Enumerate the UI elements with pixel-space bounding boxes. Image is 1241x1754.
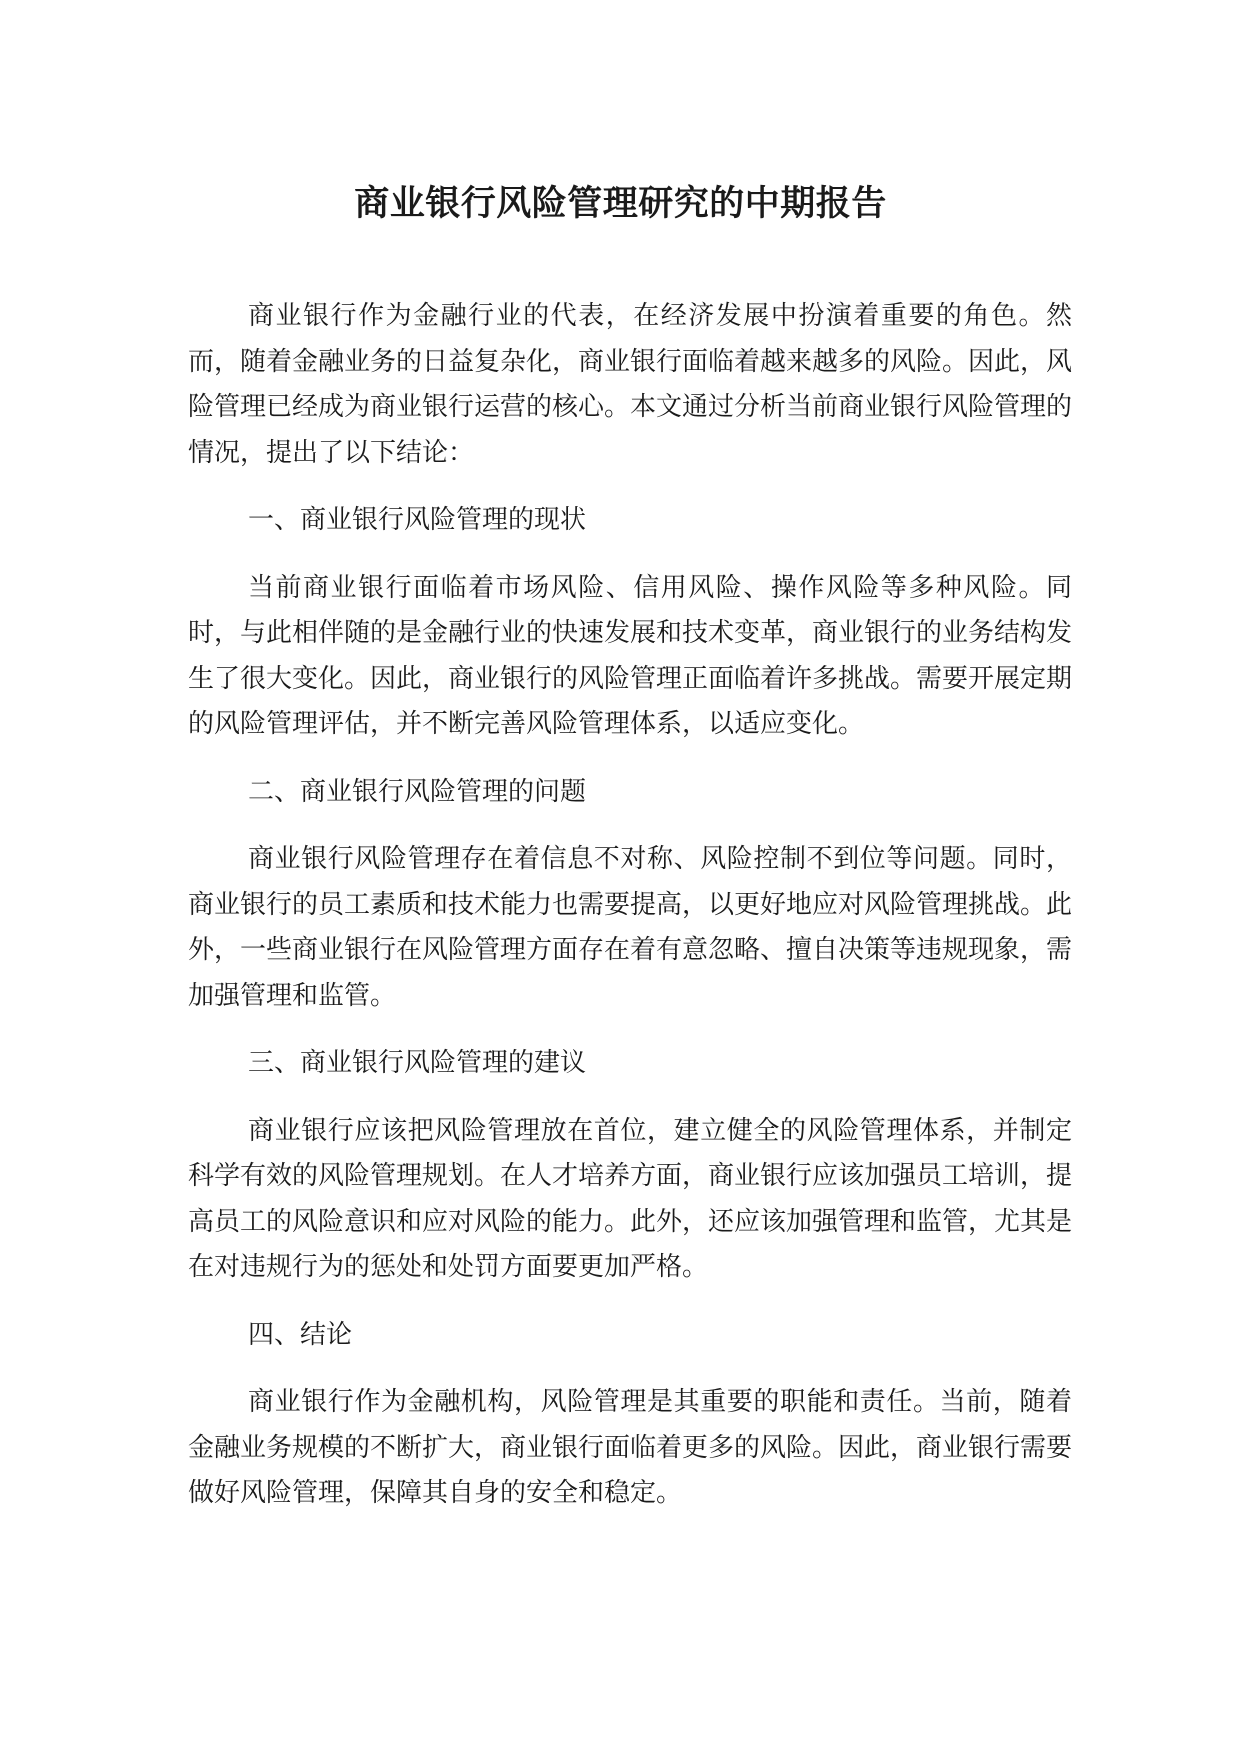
section-heading-status: 一、商业银行风险管理的现状 (248, 505, 587, 535)
section-heading-suggestions: 三、商业银行风险管理的建议 (248, 1048, 587, 1078)
section-paragraph-conclusion: 商业银行作为金融机构，风险管理是其重要的职能和责任。当前，随着金融业务规模的不断扩大，商业银行面临着更多的风险。因此，商业银行需要做好风险管理，保障其自身的安全和稳定。 (188, 1387, 1073, 1508)
section-paragraph-status: 当前商业银行面临着市场风险、信用风险、操作风险等多种风险。同时，与此相伴随的是金融行业的快速发展和技术变革，商业银行的业务结构发生了很大变化。因此，商业银行的风险管理正面临着许多挑战。需要开展定期的风险管理评估，并不断完善风险管理体系，以适应变化。 (188, 572, 1073, 739)
section-heading-problems: 二、商业银行风险管理的问题 (248, 776, 587, 807)
section-paragraph-problems: 商业银行风险管理存在着信息不对称、风险控制不到位等问题。同时，商业银行的员工素质和技术能力也需要提高，以更好地应对风险管理挑战。此外，一些商业银行在风险管理方面存在着有意忽略、擅自决策等违规现象，需加强管理和监管。 (188, 844, 1073, 1011)
intro-paragraph: 商业银行作为金融行业的代表，在经济发展中扮演着重要的角色。然而，随着金融业务的日益复杂化，商业银行面临着越来越多的风险。因此，风险管理已经成为商业银行运营的核心。本文通过分析当前商业银行风险管理的情况，提出了以下结论： (188, 301, 1073, 468)
document-body (188, 294, 1072, 1539)
document-title: 商业银行风险管理研究的中期报告 (354, 184, 887, 224)
section-paragraph-suggestions: 商业银行应该把风险管理放在首位，建立健全的风险管理体系，并制定科学有效的风险管理规划。在人才培养方面，商业银行应该加强员工培训，提高员工的风险意识和应对风险的能力。此外，还应该加强管理和监管，尤其是在对违规行为的惩处和处罚方面要更加严格。 (188, 1115, 1073, 1282)
section-heading-conclusion: 四、结论 (248, 1319, 353, 1350)
